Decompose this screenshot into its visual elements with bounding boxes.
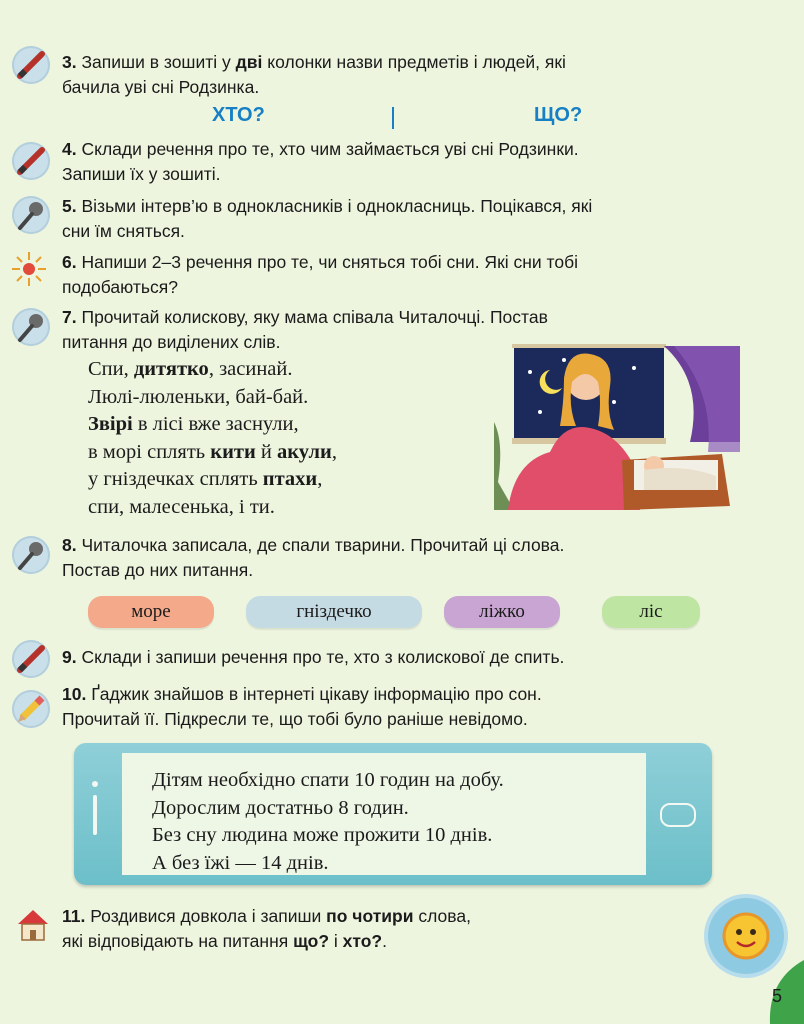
page-number: 5 — [772, 986, 783, 1006]
header-what: ЩО? — [534, 104, 583, 126]
header-who: ХТО? — [212, 104, 265, 126]
phone-screen — [122, 753, 646, 875]
house-icon — [14, 906, 52, 944]
phone-camera-icon — [92, 781, 98, 787]
task-3: 3. Запиши в зошиті у дві колонки назви предметів і людей, які бачила уві сні Родзинка. — [62, 52, 566, 97]
phone-info-box — [74, 743, 712, 885]
pen-icon — [12, 46, 50, 84]
microphone-icon — [12, 308, 50, 346]
phone-home-button-icon — [660, 803, 696, 827]
task-5: 5. Візьми інтерв’ю в однокласників і однокласниць. Поцікався, які сни їм сняться. — [62, 196, 593, 241]
word-card: ліс — [602, 596, 700, 628]
mother-cradle-illustration — [494, 342, 740, 510]
word-card: ліжко — [444, 596, 560, 628]
word-card: гніздечко — [246, 596, 422, 628]
task-10: 10. Ґаджик знайшов в інтернеті цікаву інформацію про сон. Прочитай її. Підкресли те, що тобі було раніше невідомо. — [62, 684, 542, 729]
pen-icon — [12, 640, 50, 678]
microphone-icon — [12, 196, 50, 234]
task-8: 8. Читалочка записала, де спали тварини. Прочитай ці слова. Постав до них питання. — [62, 535, 565, 580]
sleep-facts: Дітям необхідно спати 10 годин на добу. Дорослим достатньо 8 годин. Без сну людина може прожити 10 днів. А без їжі — 14 днів. — [152, 769, 504, 874]
header-divider — [392, 107, 394, 129]
firework-icon — [10, 250, 48, 288]
pen-icon — [12, 142, 50, 180]
task-4: 4. Склади речення про те, хто чим займається уві сні Родзинки. Запиши їх у зошиті. — [62, 139, 579, 184]
task-11: 11. Роздивися довкола і запиши по чотири слова, які відповідають на питання що? і хто?. — [62, 906, 471, 951]
pencil-icon — [12, 690, 50, 728]
lullaby-poem: Спи, дитятко, засинай. Люлі-люленьки, бай-бай. Звірі в лісі вже заснули, в морі сплять кити й акули, у гніздечках сплять птахи, спи, малесенька, і ти. — [88, 358, 337, 518]
column-headers — [0, 104, 804, 134]
task-9: 9. Склади і запиши речення про те, хто з колискової де спить. — [62, 647, 565, 667]
task-6: 6. Напиши 2–3 речення про те, чи сняться тобі сни. Які сни тобі подобаються? — [62, 252, 578, 297]
phone-speaker-icon — [93, 795, 97, 835]
microphone-icon — [12, 536, 50, 574]
task-7: 7. Прочитай колискову, яку мама співала Читалочці. Постав питання до виділених слів. — [62, 307, 548, 352]
word-card: море — [88, 596, 214, 628]
